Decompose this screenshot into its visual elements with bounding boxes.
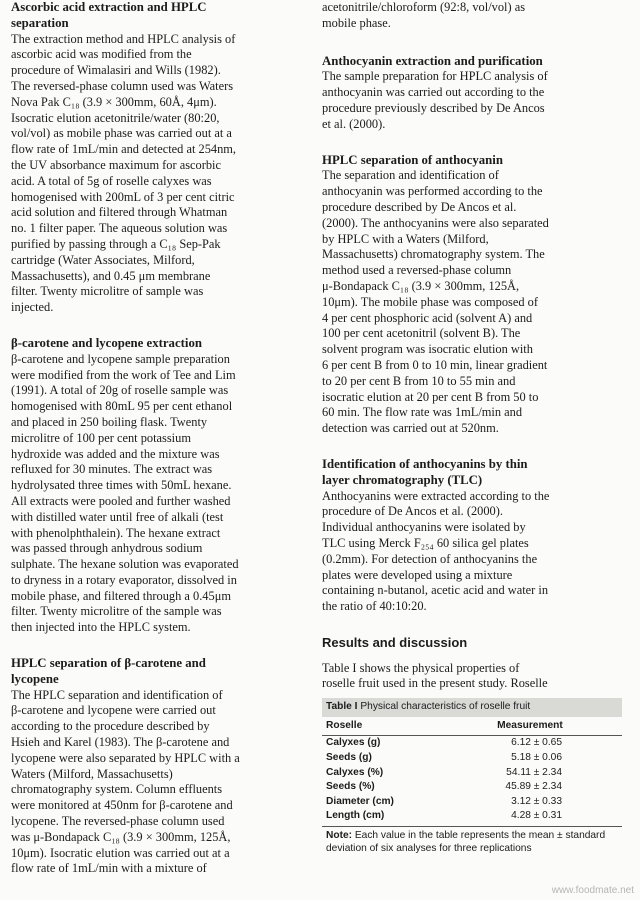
body-text-line: flow rate of 1mL/min with a mixture of: [11, 861, 207, 876]
body-text-line: were modified from the work of Tee and Lim: [11, 367, 236, 382]
body-text-line: to 20 per cent B from 10 to 55 min and: [322, 373, 516, 388]
body-text-line: vol/vol) as mobile phase was carried out at a: [11, 126, 232, 141]
section: [322, 153, 627, 437]
section: [11, 656, 309, 877]
table-header-cell: Measurement: [438, 717, 622, 736]
body-text-line: The HPLC separation and identification of: [11, 687, 223, 702]
section-heading: layer chromatography (TLC): [322, 472, 483, 487]
body-text-line: acid solution and filtered through Whatman: [11, 205, 228, 220]
table-caption-label: Table I: [326, 701, 358, 713]
body-text-line: 10μm). Isocratic elution was carried out at a: [11, 845, 230, 860]
table-row: [322, 751, 622, 766]
table-cell-value: 4.28 ± 0.31: [438, 809, 622, 826]
body-text-line: mobile phase.: [322, 15, 391, 30]
body-text-line: β-carotene and lycopene were carried out: [11, 703, 216, 718]
body-text-line: according to the procedure described by: [11, 719, 210, 734]
table-cell-name: Calyxes (%): [326, 766, 384, 778]
body-text-line: Individual anthocyanins were isolated by: [322, 520, 526, 535]
results-heading: Results and discussion: [322, 634, 468, 650]
table-header-row: [322, 717, 622, 736]
body-text-line: purified by passing through a C₁₈ Sep-Pak: [11, 236, 221, 251]
table-row: [322, 766, 622, 781]
body-text-line: 60 min. The flow rate was 1mL/min and: [322, 405, 523, 420]
table-cell-name: Length (cm): [322, 809, 438, 826]
body-text-line: Nova Pak C₁₈ (3.9 × 300mm, 60Å, 4μm).: [11, 94, 217, 109]
body-text-line: (1991). A total of 20g of roselle sample was: [11, 383, 229, 398]
section-heading: Ascorbic acid extraction and HPLC: [11, 0, 207, 14]
section-heading: β-carotene and lycopene extraction: [11, 335, 202, 350]
body-text-line: procedure of Wimalasiri and Wills (1982).: [11, 63, 221, 78]
body-text-line: acetonitrile/chloroform (92:8, vol/vol) as: [322, 0, 526, 14]
table-note: [322, 830, 622, 855]
table-cell-value: 6.12 ± 0.65: [511, 737, 562, 749]
table: [322, 717, 622, 827]
body-text-line: to dryness in a rotary evaporator, dissolved in: [11, 572, 237, 587]
body-text-line: then injected into the HPLC system.: [11, 620, 191, 635]
body-text-line: containing n-butanol, acetic acid and water in: [322, 583, 549, 598]
table-cell-value: 5.18 ± 0.06: [511, 752, 562, 764]
body-text-line: All extracts were pooled and further washed: [11, 493, 231, 508]
body-text-line: 100 per cent acetonitril (solvent B). The: [322, 326, 521, 341]
table-row: [322, 736, 622, 751]
body-text-line: with distilled water until free of alkali (test: [11, 509, 224, 524]
body-text-line: The separation and identification of: [322, 168, 499, 183]
table-caption-text: Physical characteristics of roselle fruit: [360, 701, 531, 713]
body-text-line: was μ-Bondapack C₁₈ (3.9 × 300mm, 125Å,: [11, 829, 231, 844]
body-text-line: no. 1 filter paper. The aqueous solution was: [11, 221, 228, 236]
body-text-line: Massachusetts) chromatography system. The: [322, 247, 545, 262]
body-text-line: were monitored at 450nm for β-carotene and: [11, 798, 233, 813]
body-text-line: TLC using Merck F₂₅₄ 60 silica gel plates: [322, 535, 529, 550]
body-text-line: 10μm). The mobile phase was composed of: [322, 294, 538, 309]
body-text-line: procedure of De Ancos et al. (2000).: [322, 504, 503, 519]
section-heading: HPLC separation of β-carotene and: [11, 656, 206, 671]
body-text-line: Isocratic elution acetonitrile/water (80:20,: [11, 110, 220, 125]
table-cell-name: Diameter (cm): [326, 795, 394, 807]
results-section: [322, 635, 627, 692]
table-cell-value: 45.89 ± 2.34: [505, 781, 562, 793]
body-text-line: procedure described by De Ancos et al.: [322, 199, 517, 214]
continuation-text: [322, 0, 627, 32]
body-text-line: was passed through anhydrous sodium: [11, 541, 203, 556]
table-caption: [322, 698, 622, 717]
body-text-line: homogenised with 80mL 95 per cent ethanol: [11, 399, 233, 414]
body-text-line: cartridge (Water Associates, Milford,: [11, 252, 195, 267]
table-cell-name: Seeds (g): [326, 752, 372, 764]
body-text-line: β-carotene and lycopene sample preparation: [11, 351, 230, 366]
body-text-line: 6 per cent B from 0 to 10 min, linear gradient: [322, 357, 548, 372]
table-cell-name: Calyxes (g): [326, 737, 381, 749]
body-text-line: Anthocyanins were extracted according to the: [322, 488, 550, 503]
body-text-line: (2000). The anthocyanins were also separated: [322, 215, 549, 230]
table-header-cell: Roselle: [322, 717, 438, 736]
body-text-line: isocratic elution at 20 per cent B from 50 to: [322, 389, 539, 404]
right-column: [322, 0, 627, 855]
body-text-line: with phenolphthalein). The hexane extract: [11, 525, 221, 540]
table-cell-value: 3.12 ± 0.33: [511, 795, 562, 807]
body-text-line: filter. Twenty microlitre of the sample was: [11, 604, 222, 619]
body-text-line: filter. Twenty microlitre of sample was: [11, 284, 204, 299]
body-text-line: procedure previously described by De Ancos: [322, 100, 545, 115]
body-text-line: The reversed-phase column used was Waters: [11, 78, 234, 93]
body-text-line: injected.: [11, 300, 54, 315]
body-text-line: hydroxide was added and the mixture was: [11, 446, 220, 461]
body-text-line: μ-Bondapack C₁₈ (3.9 × 300mm, 125Å,: [322, 278, 520, 293]
body-text-line: refluxed for 30 minutes. The extract was: [11, 462, 213, 477]
body-text-line: and placed in 250 boiling flask. Twenty: [11, 414, 208, 429]
body-text-line: (0.2mm). For detection of anthocyanins the: [322, 551, 538, 566]
body-text-line: Table I shows the physical properties of: [322, 660, 520, 675]
body-text-line: the UV absorbance maximum for ascorbic: [11, 157, 221, 172]
body-text-line: ascorbic acid was modified from the: [11, 47, 192, 62]
body-text-line: Massachusetts), and 0.45 μm membrane: [11, 268, 211, 283]
table-row: [322, 795, 622, 810]
body-text-line: hydrolysated three times with 50mL hexane.: [11, 478, 232, 493]
body-text-line: microlitre of 100 per cent potassium: [11, 430, 191, 445]
data-table: [322, 698, 622, 855]
table-cell-value: 54.11 ± 2.34: [506, 766, 562, 778]
body-text-line: acid. A total of 5g of roselle calyxes was: [11, 173, 212, 188]
body-text-line: by HPLC with a Waters (Milford,: [322, 231, 489, 246]
section: [322, 457, 627, 615]
section: [11, 336, 309, 636]
left-column: [11, 0, 309, 897]
watermark: www.foodmate.net: [551, 885, 634, 896]
body-text-line: method used a reversed-phase column: [322, 263, 512, 278]
table-row: [322, 809, 622, 826]
body-text-line: Hsieh and Karel (1983). The β-carotene and: [11, 735, 230, 750]
body-text-line: et al. (2000).: [322, 116, 386, 131]
table-note-label: Note:: [326, 830, 353, 842]
body-text-line: detection was carried out at 520nm.: [322, 421, 499, 436]
section: [322, 54, 627, 133]
body-text-line: homogenised with 200mL of 3 per cent citric: [11, 189, 235, 204]
body-text-line: chromatography system. Column effluents: [11, 782, 223, 797]
body-text-line: flow rate of 1mL/min and detected at 254nm,: [11, 142, 237, 157]
table-note-text: Each value in the table represents the mean ± standard deviation of six analyses for three replications: [326, 830, 606, 854]
section-heading: Anthocyanin extraction and purification: [322, 53, 543, 68]
section: [11, 0, 309, 316]
body-text-line: plates were developed using a mixture: [322, 567, 513, 582]
body-text-line: The sample preparation for HPLC analysis of: [322, 69, 548, 84]
body-text-line: lycopene were also separated by HPLC with a: [11, 750, 240, 765]
body-text-line: sulphate. The hexane solution was evaporated: [11, 557, 239, 572]
body-text-line: the ratio of 40:10:20.: [322, 599, 427, 614]
body-text-line: solvent program was isocratic elution with: [322, 342, 533, 357]
body-text-line: lycopene. The reversed-phase column used: [11, 814, 225, 829]
section-heading: Identification of anthocyanins by thin: [322, 456, 528, 471]
section-heading: separation: [11, 15, 69, 30]
section-heading: lycopene: [11, 671, 59, 686]
body-text-line: Waters (Milford, Massachusetts): [11, 766, 173, 781]
section-heading: HPLC separation of anthocyanin: [322, 152, 503, 167]
body-text-line: 4 per cent phosphoric acid (solvent A) and: [322, 310, 533, 325]
body-text-line: mobile phase, and filtered through a 0.45μm: [11, 588, 231, 603]
body-text-line: The extraction method and HPLC analysis of: [11, 31, 236, 46]
body-text-line: roselle fruit used in the present study. Roselle: [322, 676, 548, 691]
body-text-line: anthocyanin was carried out according to the: [322, 85, 545, 100]
table-row: [322, 780, 622, 795]
table-cell-name: Seeds (%): [326, 781, 375, 793]
body-text-line: anthocyanin was performed according to the: [322, 184, 543, 199]
